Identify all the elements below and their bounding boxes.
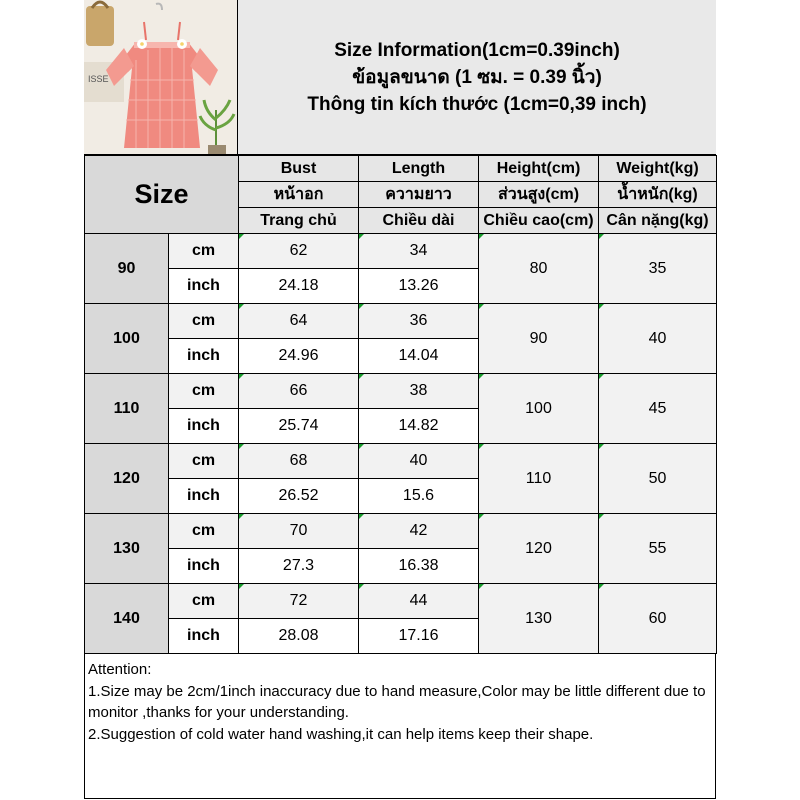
unit-cm: cm [169, 234, 239, 269]
table-row [85, 584, 717, 619]
height-cell: 100 [479, 374, 599, 444]
bust-cm-cell: 66 [239, 374, 359, 409]
bust-inch-cell: 24.18 [239, 269, 359, 304]
header-line-thai: ข้อมูลขนาด (1 ซม. = 0.39 นิ้ว) [352, 66, 602, 88]
weight-cell: 55 [599, 514, 717, 584]
size-value: 110 [85, 374, 169, 444]
table-row [85, 234, 717, 269]
height-cell: 110 [479, 444, 599, 514]
size-column-label: Size [85, 156, 239, 234]
size-value: 90 [85, 234, 169, 304]
unit-inch: inch [169, 619, 239, 654]
weight-cell: 60 [599, 584, 717, 654]
height-cell: 120 [479, 514, 599, 584]
header-line-english: Size Information(1cm=0.39inch) [334, 39, 620, 61]
bust-cm-cell: 62 [239, 234, 359, 269]
bust-cm-cell: 70 [239, 514, 359, 549]
length-cm-cell: 40 [359, 444, 479, 479]
column-header-length-en: Length [359, 156, 479, 182]
table-row [85, 304, 717, 339]
column-header-height-vi: Chiều cao(cm) [479, 208, 599, 234]
size-information-header [238, 0, 716, 155]
column-header-weight-en: Weight(kg) [599, 156, 717, 182]
size-value: 100 [85, 304, 169, 374]
column-header-length-vi: Chiều dài [359, 208, 479, 234]
length-cm-cell: 38 [359, 374, 479, 409]
weight-cell: 35 [599, 234, 717, 304]
size-table [84, 155, 717, 654]
bust-inch-cell: 26.52 [239, 479, 359, 514]
length-inch-cell: 16.38 [359, 549, 479, 584]
length-cm-cell: 44 [359, 584, 479, 619]
length-inch-cell: 17.16 [359, 619, 479, 654]
unit-inch: inch [169, 339, 239, 374]
weight-cell: 50 [599, 444, 717, 514]
column-header-weight-vi: Cân nặng(kg) [599, 208, 717, 234]
bust-inch-cell: 27.3 [239, 549, 359, 584]
column-header-bust-th: หน้าอก [239, 182, 359, 208]
size-value: 120 [85, 444, 169, 514]
bust-inch-cell: 28.08 [239, 619, 359, 654]
unit-inch: inch [169, 269, 239, 304]
bust-inch-cell: 25.74 [239, 409, 359, 444]
unit-cm: cm [169, 584, 239, 619]
length-inch-cell: 14.04 [359, 339, 479, 374]
length-inch-cell: 15.6 [359, 479, 479, 514]
unit-cm: cm [169, 374, 239, 409]
length-cm-cell: 36 [359, 304, 479, 339]
length-cm-cell: 42 [359, 514, 479, 549]
column-header-bust-en: Bust [239, 156, 359, 182]
attention-title: Attention: [88, 661, 152, 678]
dress-illustration [84, 0, 238, 155]
attention-note-1: 1.Size may be 2cm/1inch inaccuracy due to hand measure,Color may be little different due to monitor ,thanks for your understanding. [88, 682, 706, 721]
length-cm-cell: 34 [359, 234, 479, 269]
svg-text:ISSE: ISSE [88, 74, 109, 84]
header-line-vietnamese: Thông tin kích thước (1cm=0,39 inch) [307, 93, 647, 115]
attention-note-2: 2.Suggestion of cold water hand washing,it can help items keep their shape. [88, 725, 594, 743]
table-row [85, 514, 717, 549]
column-header-weight-th: น้ำหนัก(kg) [599, 182, 717, 208]
height-cell: 130 [479, 584, 599, 654]
product-photo [84, 0, 238, 155]
unit-cm: cm [169, 444, 239, 479]
bust-cm-cell: 72 [239, 584, 359, 619]
unit-cm: cm [169, 514, 239, 549]
height-cell: 90 [479, 304, 599, 374]
weight-cell: 40 [599, 304, 717, 374]
unit-cm: cm [169, 304, 239, 339]
attention-notes [88, 659, 712, 745]
length-inch-cell: 14.82 [359, 409, 479, 444]
table-row [85, 374, 717, 409]
bust-cm-cell: 68 [239, 444, 359, 479]
unit-inch: inch [169, 409, 239, 444]
length-inch-cell: 13.26 [359, 269, 479, 304]
column-header-bust-vi: Trang chủ [239, 208, 359, 234]
size-value: 130 [85, 514, 169, 584]
weight-cell: 45 [599, 374, 717, 444]
column-header-length-th: ความยาว [359, 182, 479, 208]
bust-inch-cell: 24.96 [239, 339, 359, 374]
size-value: 140 [85, 584, 169, 654]
table-row [85, 444, 717, 479]
unit-inch: inch [169, 549, 239, 584]
bust-cm-cell: 64 [239, 304, 359, 339]
unit-inch: inch [169, 479, 239, 514]
column-header-height-en: Height(cm) [479, 156, 599, 182]
height-cell: 80 [479, 234, 599, 304]
column-header-height-th: ส่วนสูง(cm) [479, 182, 599, 208]
